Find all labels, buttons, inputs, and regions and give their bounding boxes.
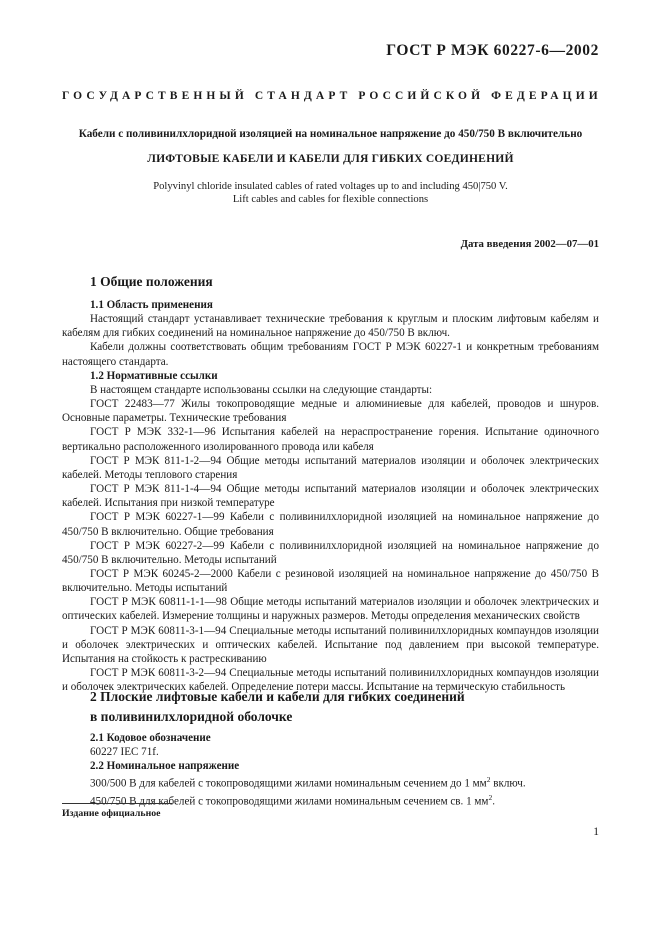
s22-line2: 450/750 В для кабелей с токопроводящими жилами номинальным сечением св. 1 $мм^2$. — [90, 793, 495, 808]
s11-paragraph2: Кабели должны соответствовать общим требованиям ГОСТ Р МЭК 60227-1 и конкретным требованиям настоящего стандарта. — [62, 341, 599, 368]
document-number: ГОСТ Р МЭК 60227-6—2002 — [386, 42, 599, 59]
section2-heading-line2: в поливинилхлоридной оболочке — [90, 709, 293, 724]
english-title-line1: Polyvinyl chloride insulated cables of rated voltages up to and including 450|750 V. — [153, 181, 508, 192]
title-line1: Кабели с поливинилхлоридной изоляцией на номинальное напряжение до 450/750 В включительно — [78, 128, 583, 140]
reference-item: ГОСТ Р МЭК 60811-3-2—94 Специальные методы испытаний поливинилхлоридных компаундов изоляции и оболочек электрических кабелей. Определение потери массы. Испытание на термическую стабильность — [62, 667, 599, 694]
reference-item: ГОСТ Р МЭК 60227-2—99 Кабели с поливинилхлоридной изоляцией на номинальное напряжение до 450/750 В включительно. Методы испытаний — [62, 539, 599, 566]
s21-text: 60227 IEC 71f. — [90, 746, 159, 759]
s12-intro: В настоящем стандарте использованы ссылки на следующие стандарты: — [90, 383, 433, 396]
section2-body — [62, 731, 599, 809]
reference-item: ГОСТ Р МЭК 60811-3-1—94 Специальные методы испытаний поливинилхлоридных компаундов изоляции и оболочек электрических и оптических кабелей. Испытание под давлением при высокой температуре. Испытания на стойкость к растрескиванию — [62, 624, 599, 665]
reference-item: ГОСТ Р МЭК 60811-1-1—98 Общие методы испытаний материалов изоляции и оболочек электрических и оптических кабелей. Измерение толщины и наружных размеров. Методы определения механических свойств — [62, 596, 599, 623]
section2-heading — [90, 688, 465, 725]
english-title — [62, 180, 599, 206]
reference-item: ГОСТ Р МЭК 811-1-4—94 Общие методы испытаний материалов изоляции и оболочек электрических кабелей. Испытания при низкой температуре — [62, 483, 599, 510]
section1-heading: 1 Общие положения — [90, 274, 213, 289]
state-standard-title: ГОСУДАРСТВЕННЫЙ СТАНДАРТ РОССИЙСКОЙ ФЕДЕРАЦИИ — [62, 90, 602, 102]
s22-line1: 300/500 В для кабелей с токопроводящими жилами номинальным сечением до 1 $мм^2$ включ. — [90, 775, 526, 791]
reference-item: ГОСТ Р МЭК 60227-1—99 Кабели с поливинилхлоридной изоляцией на номинальное напряжение до 450/750 В включительно. Общие требования — [62, 511, 599, 538]
english-title-line2: Lift cables and cables for flexible connections — [232, 194, 429, 205]
official-edition-label: Издание официальное — [62, 808, 161, 819]
s11-paragraph1: Настоящий стандарт устанавливает технические требования к круглым и плоским лифтовым кабелям и кабелям для гибких соединений на номинальное напряжение до 450/750 В включ. — [62, 313, 599, 340]
section1-body — [62, 298, 599, 694]
s21-heading: 2.1 Кодовое обозначение — [90, 732, 211, 744]
footer-divider — [62, 803, 172, 804]
title-line2: ЛИФТОВЫЕ КАБЕЛИ И КАБЕЛИ ДЛЯ ГИБКИХ СОЕДИНЕНИЙ — [147, 152, 514, 165]
introduction-date: Дата введения 2002—07—01 — [460, 238, 599, 250]
reference-item: ГОСТ Р МЭК 332-1—96 Испытания кабелей на нераспространение горения. Испытание одиночного вертикально расположенного изолированного провода или кабеля — [62, 426, 599, 453]
reference-item: ГОСТ 22483—77 Жилы токопроводящие медные и алюминиевые для кабелей, проводов и шнуров. Основные параметры. Технические требования — [62, 398, 599, 425]
section2-heading-line1: 2 Плоские лифтовые кабели и кабели для гибких соединений — [90, 689, 465, 704]
s22-heading: 2.2 Номинальное напряжение — [90, 760, 240, 773]
reference-item: ГОСТ Р МЭК 811-1-2—94 Общие методы испытаний материалов изоляции и оболочек электрических кабелей. Методы теплового старения — [62, 454, 599, 481]
reference-item: ГОСТ Р МЭК 60245-2—2000 Кабели с резиновой изоляцией на номинальное напряжение до 450/750 В включительно. Методы испытаний — [62, 567, 599, 595]
s11-heading: 1.1 Область применения — [90, 299, 213, 311]
s12-heading: 1.2 Нормативные ссылки — [90, 369, 218, 382]
page-number: 1 — [593, 826, 599, 838]
